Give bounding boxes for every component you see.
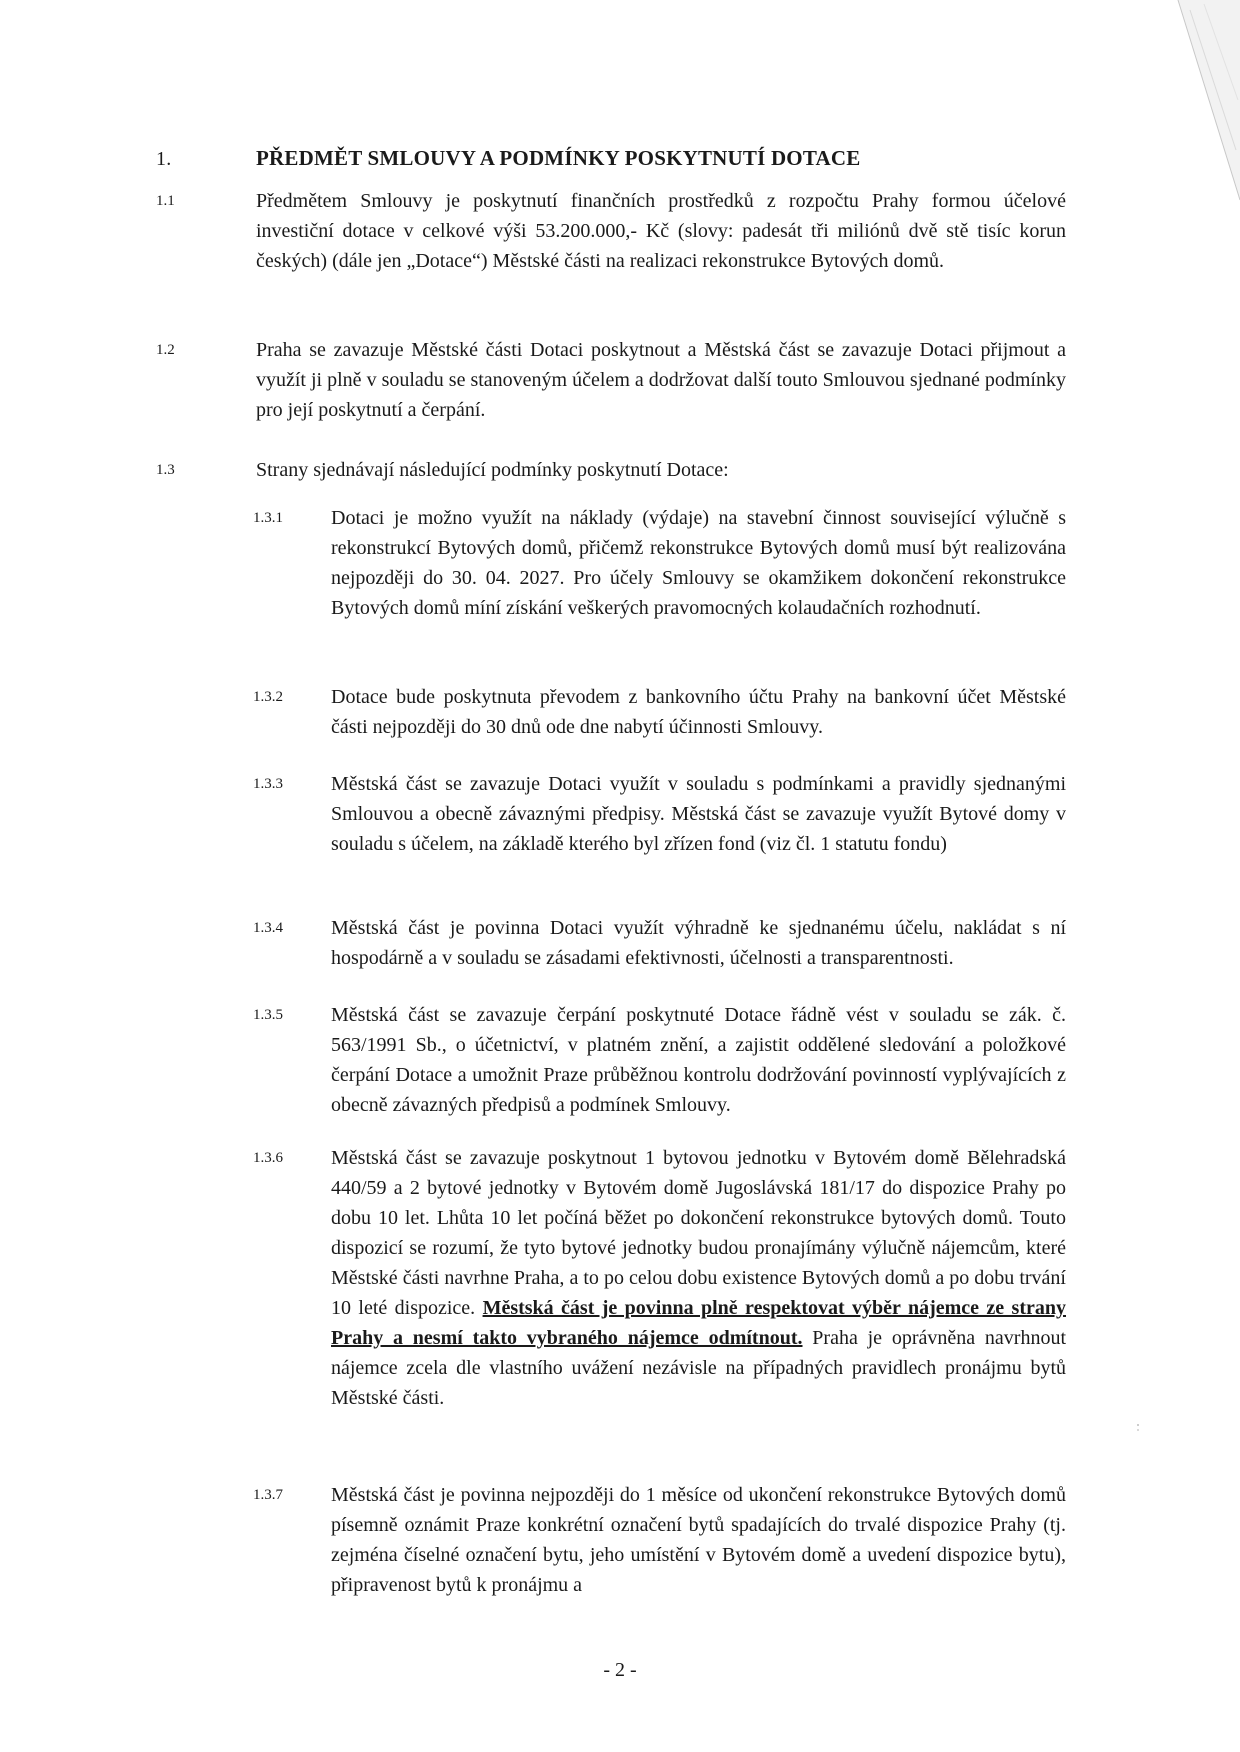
subclause-text: Dotace bude poskytnuta převodem z bankovního účtu Prahy na bankovní účet Městské části nejpozději do 30 dnů ode dne nabytí účinnosti Smlouvy. — [331, 686, 1066, 738]
scan-fold-mark — [1170, 0, 1240, 210]
subclause-text-part: Městská část se zavazuje poskytnout 1 bytovou jednotku v Bytovém domě Bělehradská 440/59 a 2 bytové jednotky v Bytovém domě Jugoslávská 181/17 do dispozice Prahy po dobu 10 let. Lhůta 10 let počíná běžet po dokončení rekonstrukce bytových domů. Touto dispozicí se rozumí, že tyto bytové jednotky budou pronajímány výlučně nájemcům, které Městské části navrhne Praha, a to po celou dobu existence Bytových domů a po dobu trvání 10 leté dispozice. — [331, 1147, 1066, 1319]
subclause-text — [331, 1143, 1066, 1413]
subclause-text: Městská část se zavazuje čerpání poskytnuté Dotace řádně vést v souladu se zák. č. 563/1991 Sb., o účetnictví, v platném znění, a zajistit oddělené sledování a položkové čerpání Dotace a umožnit Praze průběžnou kontrolu dodržování povinností vyplývajících z obecně závazných předpisů a podmínek Smlouvy. — [331, 1004, 1066, 1116]
subclause-number: 1.3.3 — [253, 776, 283, 792]
subclause-number: 1.3.7 — [253, 1487, 283, 1503]
clause-1-3 — [156, 455, 1066, 485]
subclause-1-3-5 — [253, 1000, 1066, 1120]
clause-number: 1.2 — [156, 342, 175, 358]
subclause-text: Městská část se zavazuje Dotaci využít v souladu s podmínkami a pravidly sjednanými Smlouvou a obecně závaznými předpisy. Městská část se zavazuje využít Bytové domy v souladu s účelem, na základě kterého byl zřízen fond (viz čl. 1 statutu fondu) — [331, 773, 1066, 855]
section-number: 1. — [156, 148, 172, 170]
subclause-1-3-1 — [253, 503, 1066, 623]
subclause-1-3-4 — [253, 913, 1066, 973]
clause-text: Předmětem Smlouvy je poskytnutí finančních prostředků z rozpočtu Prahy formou účelové investiční dotace v celkové výši 53.200.000,- Kč (slovy: padesát tři miliónů dvě stě tisíc korun českých) (dále jen „Dotace“) Městské části na realizaci rekonstrukce Bytových domů. — [256, 190, 1066, 272]
clause-text: Strany sjednávají následující podmínky poskytnutí Dotace: — [256, 459, 729, 481]
subclause-text: Dotaci je možno využít na náklady (výdaje) na stavební činnost související výlučně s rekonstrukcí Bytových domů, přičemž rekonstrukce Bytových domů musí být realizována nejpozději do 30. 04. 2027. Pro účely Smlouvy se okamžikem dokončení rekonstrukce Bytových domů míní získání veškerých pravomocných kolaudačních rozhodnutí. — [331, 507, 1066, 619]
subclause-number: 1.3.1 — [253, 510, 283, 526]
clause-number: 1.3 — [156, 462, 175, 478]
subclause-1-3-3 — [253, 769, 1066, 859]
emphasized-obligation: Městská část je povinna plně respektovat výběr nájemce ze strany Prahy a nesmí takto vybraného nájemce odmítnout. — [331, 1297, 1066, 1349]
clause-number: 1.1 — [156, 193, 175, 209]
subclause-number: 1.3.6 — [253, 1150, 283, 1166]
clause-text: Praha se zavazuje Městské části Dotaci poskytnout a Městská část se zavazuje Dotaci přijmout a využít ji plně v souladu se stanoveným účelem a dodržovat další touto Smlouvou sjednané podmínky pro její poskytnutí a čerpání. — [256, 339, 1066, 421]
subclause-1-3-2 — [253, 682, 1066, 742]
subclause-number: 1.3.5 — [253, 1007, 283, 1023]
scan-speck — [1136, 1420, 1140, 1430]
subclause-text: Městská část je povinna nejpozději do 1 měsíce od ukončení rekonstrukce Bytových domů písemně oznámit Praze konkrétní označení bytů spadajících do trvalé dispozice Prahy (tj. zejména číselné označení bytu, jeho umístění v Bytovém domě a uvedení dispozice bytu), připravenost bytů k pronájmu a — [331, 1484, 1066, 1596]
subclause-1-3-7 — [253, 1480, 1066, 1600]
subclause-number: 1.3.2 — [253, 689, 283, 705]
page-number: - 2 - — [603, 1659, 637, 1681]
subclause-number: 1.3.4 — [253, 920, 283, 936]
clause-1-1 — [156, 186, 1066, 276]
clause-1-2 — [156, 335, 1066, 425]
subclause-text-part: Praha je oprávněna navrhnout nájemce zcela dle vlastního uvážení nezávisle na případných pravidlech pronájmu bytů Městské části. — [331, 1327, 1067, 1409]
subclause-1-3-6 — [253, 1143, 1066, 1413]
section-title: PŘEDMĚT SMLOUVY A PODMÍNKY POSKYTNUTÍ DOTACE — [256, 146, 861, 170]
subclause-text: Městská část je povinna Dotaci využít výhradně ke sjednanému účelu, nakládat s ní hospodárně a v souladu se zásadami efektivnosti, účelnosti a transparentnosti. — [331, 917, 1066, 969]
